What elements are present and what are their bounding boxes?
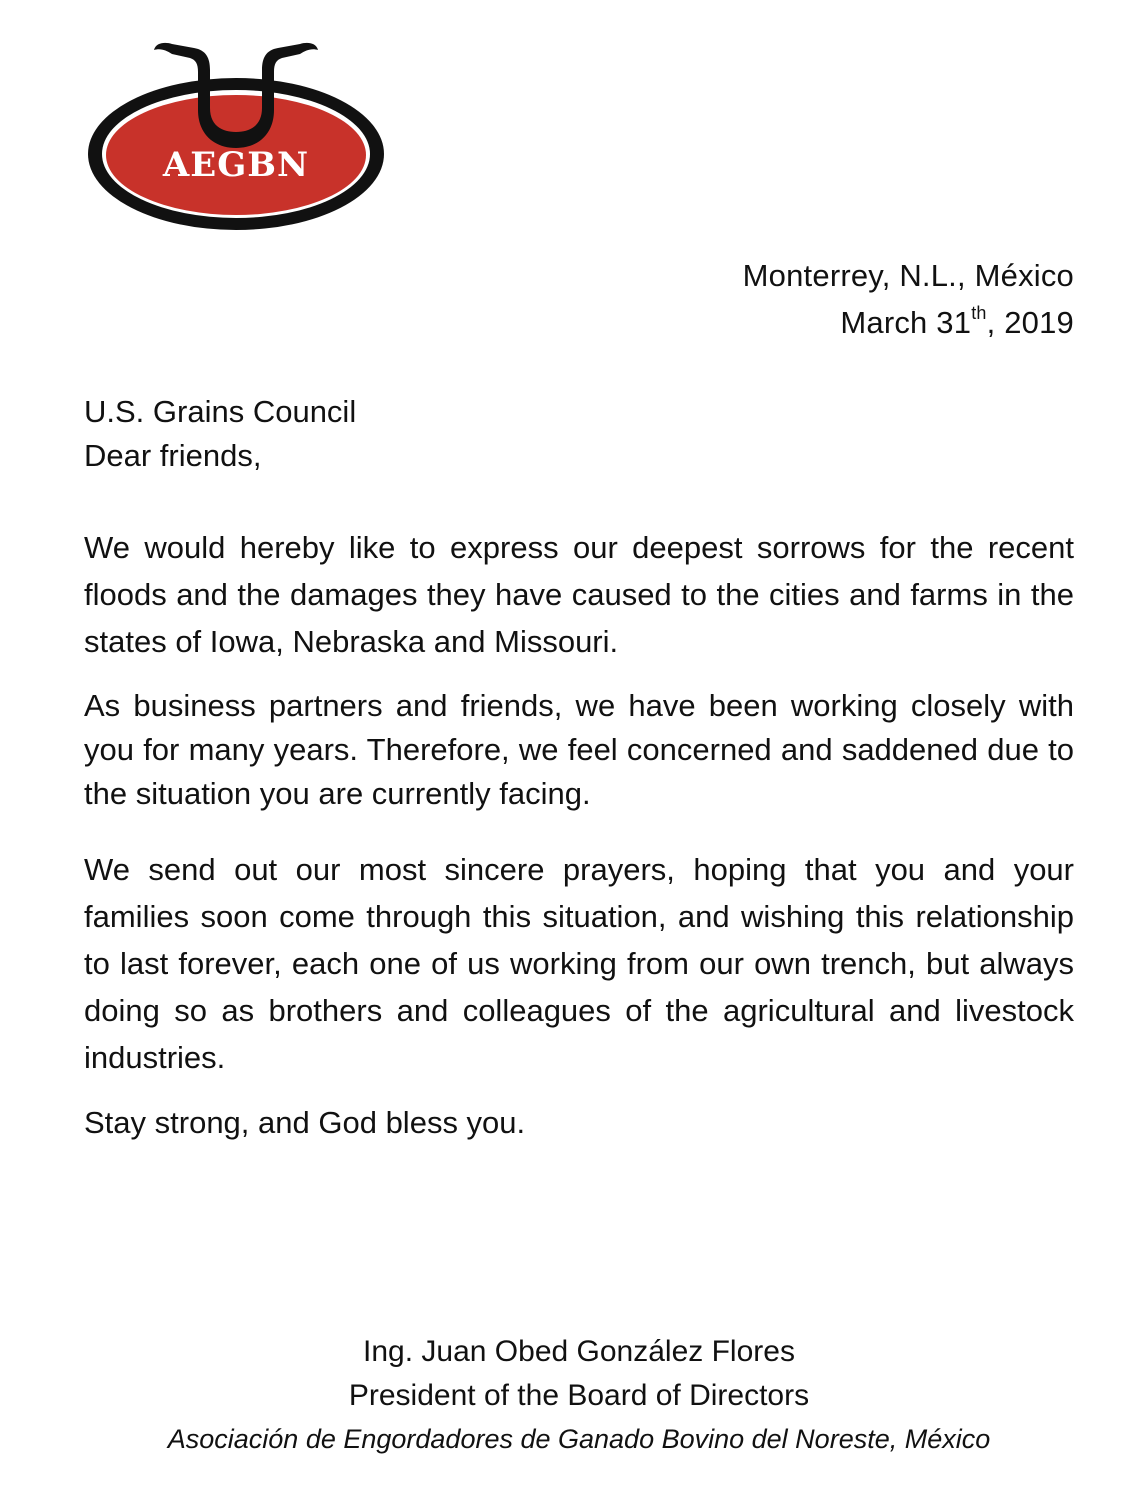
salutation: Dear friends, (84, 438, 262, 473)
city-line: Monterrey, N.L., México (742, 258, 1074, 293)
date-year: , 2019 (986, 305, 1074, 340)
paragraph: We send out our most sincere prayers, hoping that you and your families soon come through this situation, and wishing this relationship to last forever, each one of us working from our own trench, but always doing so as brothers and colleagues of the agricultural and livestock industries. (84, 852, 1074, 1075)
recipient-organization: U.S. Grains Council (84, 394, 357, 429)
logo-text: AEGBN (162, 145, 310, 185)
date-prefix: March 31 (840, 305, 972, 340)
place-and-date (743, 252, 1074, 346)
date-ordinal: th (971, 302, 987, 323)
signatory-title: President of the Board of Directors (348, 1379, 810, 1412)
signature-block (0, 1330, 1125, 1460)
paragraph: We would hereby like to express our deepest sorrows for the recent floods and the damages they have caused to the cities and farms in the states of Iowa, Nebraska and Missouri. (84, 530, 1074, 659)
closing-line: Stay strong, and God bless you. (84, 1105, 526, 1140)
aegbn-logo (86, 36, 386, 232)
recipient-block (84, 390, 356, 478)
paragraph: As business partners and friends, we have been working closely with you for many years. Therefore, we feel concerned and saddened due to the situation you are currently facing. (84, 688, 1074, 811)
letter-body (84, 524, 1074, 1146)
bull-head-logo-icon (86, 36, 386, 232)
signatory-organization: Asociación de Engordadores de Ganado Bovino del Noreste, México (167, 1424, 991, 1454)
signatory-name: Ing. Juan Obed González Flores (363, 1335, 795, 1368)
date-line (743, 299, 1074, 346)
